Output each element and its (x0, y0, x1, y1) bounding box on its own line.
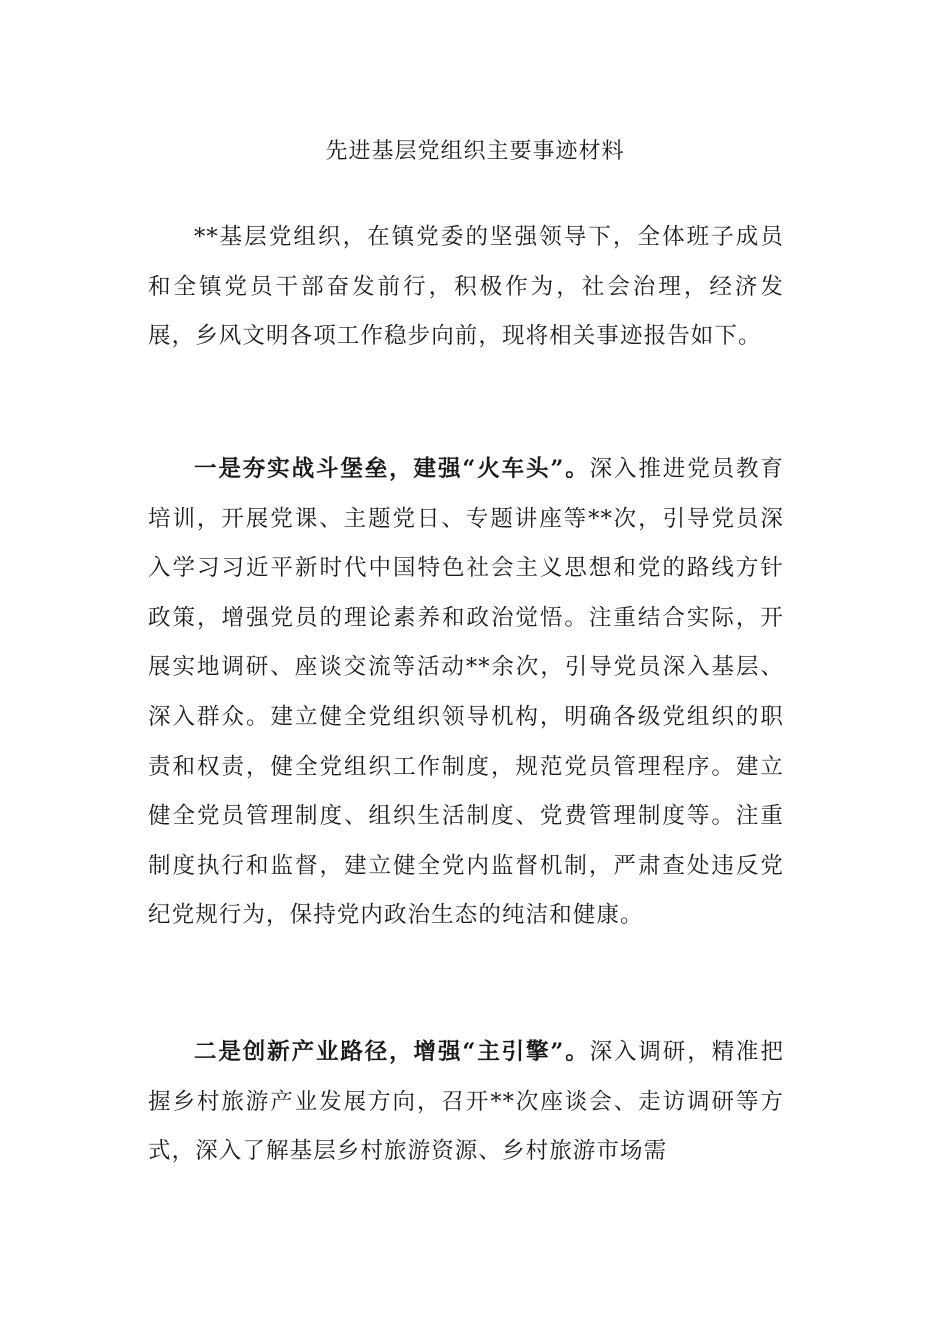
section-1-body: 深入推进党员教育培训，开展党课、主题党日、专题讲座等**次，引导党员深入学习习近平新时代中国特色社会主义思想和党的路线方针政策，增强党员的理论素养和政治觉悟。注重结合实际，开展实地调研、座谈交流等活动**余次，引导党员深入基层、深入群众。建立健全党组织领导机构，明确各级党组织的职责和权责，健全党组织工作制度，规范党员管理程序。建立健全党员管理制度、组织生活制度、党费管理制度等。注重制度执行和监督，建立健全党内监督机制，严肃查处违反党纪党规行为，保持党内政治生态的纯洁和健康。 (148, 456, 784, 929)
section-2-body: 深入调研，精准把握乡村旅游产业发展方向，召开**次座谈会、走访调研等方式，深入了解基层乡村旅游资源、乡村旅游市场需 (148, 1039, 784, 1165)
intro-paragraph: **基层党组织，在镇党委的坚强领导下，全体班子成员和全镇党员干部奋发前行，积极作为，社会治理，经济发展，乡风文明各项工作稳步向前，现将相关事迹报告如下。 (148, 224, 784, 350)
section-1-lead: 一是夯实战斗堡垒，建强“火车头”。 (194, 456, 590, 482)
document-title: 先进基层党组织主要事迹材料 (325, 139, 625, 164)
section-paragraph-1 (148, 445, 784, 941)
section-2-lead: 二是创新产业路径，增强“主引擎”。 (194, 1039, 590, 1065)
section-paragraph-2 (148, 1028, 784, 1177)
